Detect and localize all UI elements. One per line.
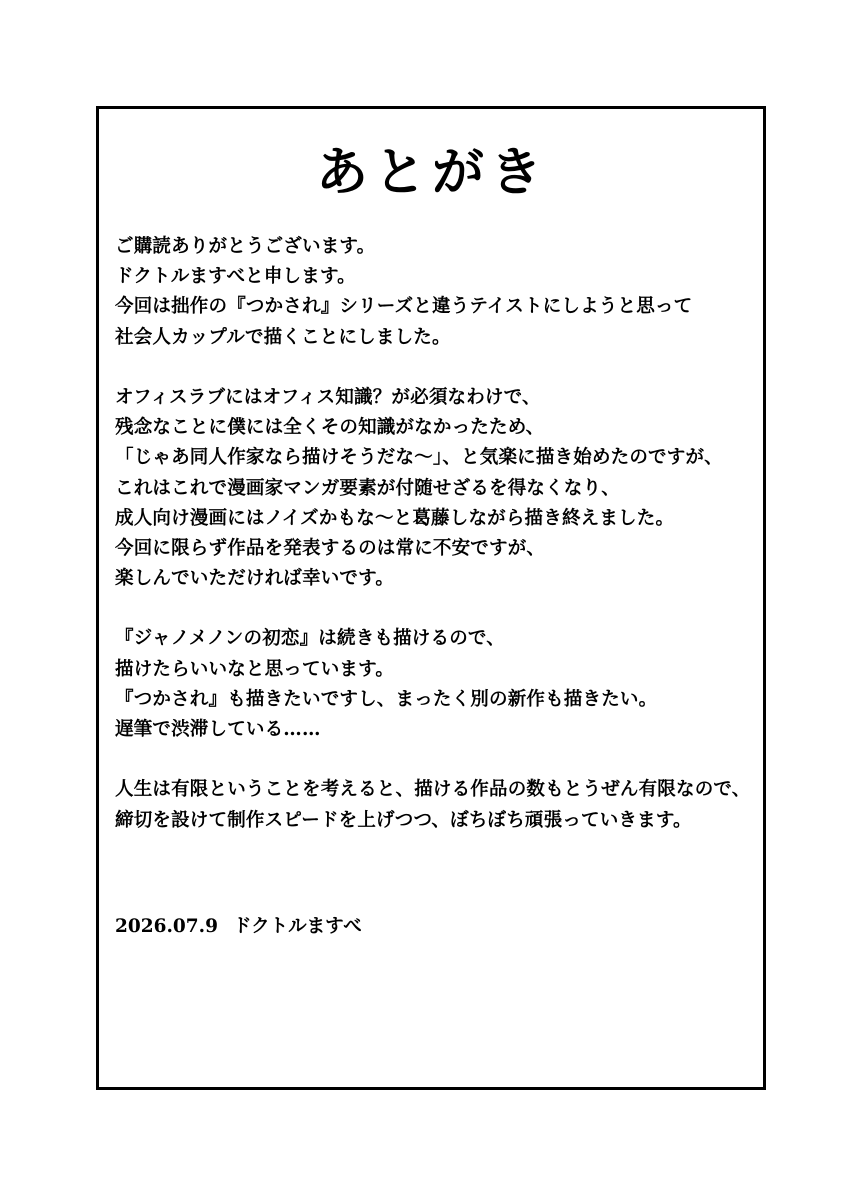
- text-line: 『つかされ』も描きたいですし、まったく別の新作も描きたい。: [115, 688, 658, 710]
- text-line: 『ジャノメノンの初恋』は続きも描けるので、: [115, 628, 505, 650]
- paragraph-greeting: [115, 232, 755, 353]
- text-line: ご購読ありがとうございます。: [115, 236, 376, 257]
- text-line: 成人向け漫画にはノイズかもな～と葛藤しながら描き終えました。: [115, 507, 675, 529]
- text-line: オフィスラブにはオフィス知識？が必須なわけで、: [115, 386, 541, 408]
- signature: [115, 912, 362, 942]
- text-line: これはこれで漫画家マンガ要素が付随せざるを得なくなり、: [115, 477, 620, 499]
- text-line: 人生は有限ということを考えると、描ける作品の数もとうぜん有限なので、: [115, 779, 751, 801]
- text-line: 遅筆で渋滞している……: [115, 719, 321, 740]
- paragraph-closing: [115, 775, 755, 835]
- page-title: あとがき: [315, 142, 548, 203]
- afterword-body: [115, 232, 755, 866]
- text-line: 「じゃあ同人作家なら描けそうだな～」、と気楽に描き始めたのですが、: [115, 447, 723, 469]
- text-line: 描けたらいいなと思っています。: [115, 658, 395, 680]
- text-line: 今回に限らず作品を発表するのは常に不安ですが、: [115, 537, 546, 559]
- text-line: 今回は拙作の『つかされ』シリーズと違うテイストにしようと思って: [115, 296, 693, 318]
- signature-author: ドクトルますべ: [233, 916, 362, 937]
- text-line: 残念なことに僕には全くその知識がなかったため、: [115, 417, 545, 439]
- text-line: 社会人カップルで描くことにしました。: [115, 326, 451, 348]
- text-line: 楽しんでいただければ幸いです。: [115, 568, 395, 590]
- text-line: 締切を設けて制作スピードを上げつつ、ぼちぼち頑張っていきます。: [115, 809, 692, 831]
- signature-date: 2026.07.9: [115, 916, 218, 937]
- paragraph-process: [115, 383, 755, 594]
- paragraph-future-works: [115, 624, 755, 745]
- text-line: ドクトルますべと申します。: [115, 266, 356, 288]
